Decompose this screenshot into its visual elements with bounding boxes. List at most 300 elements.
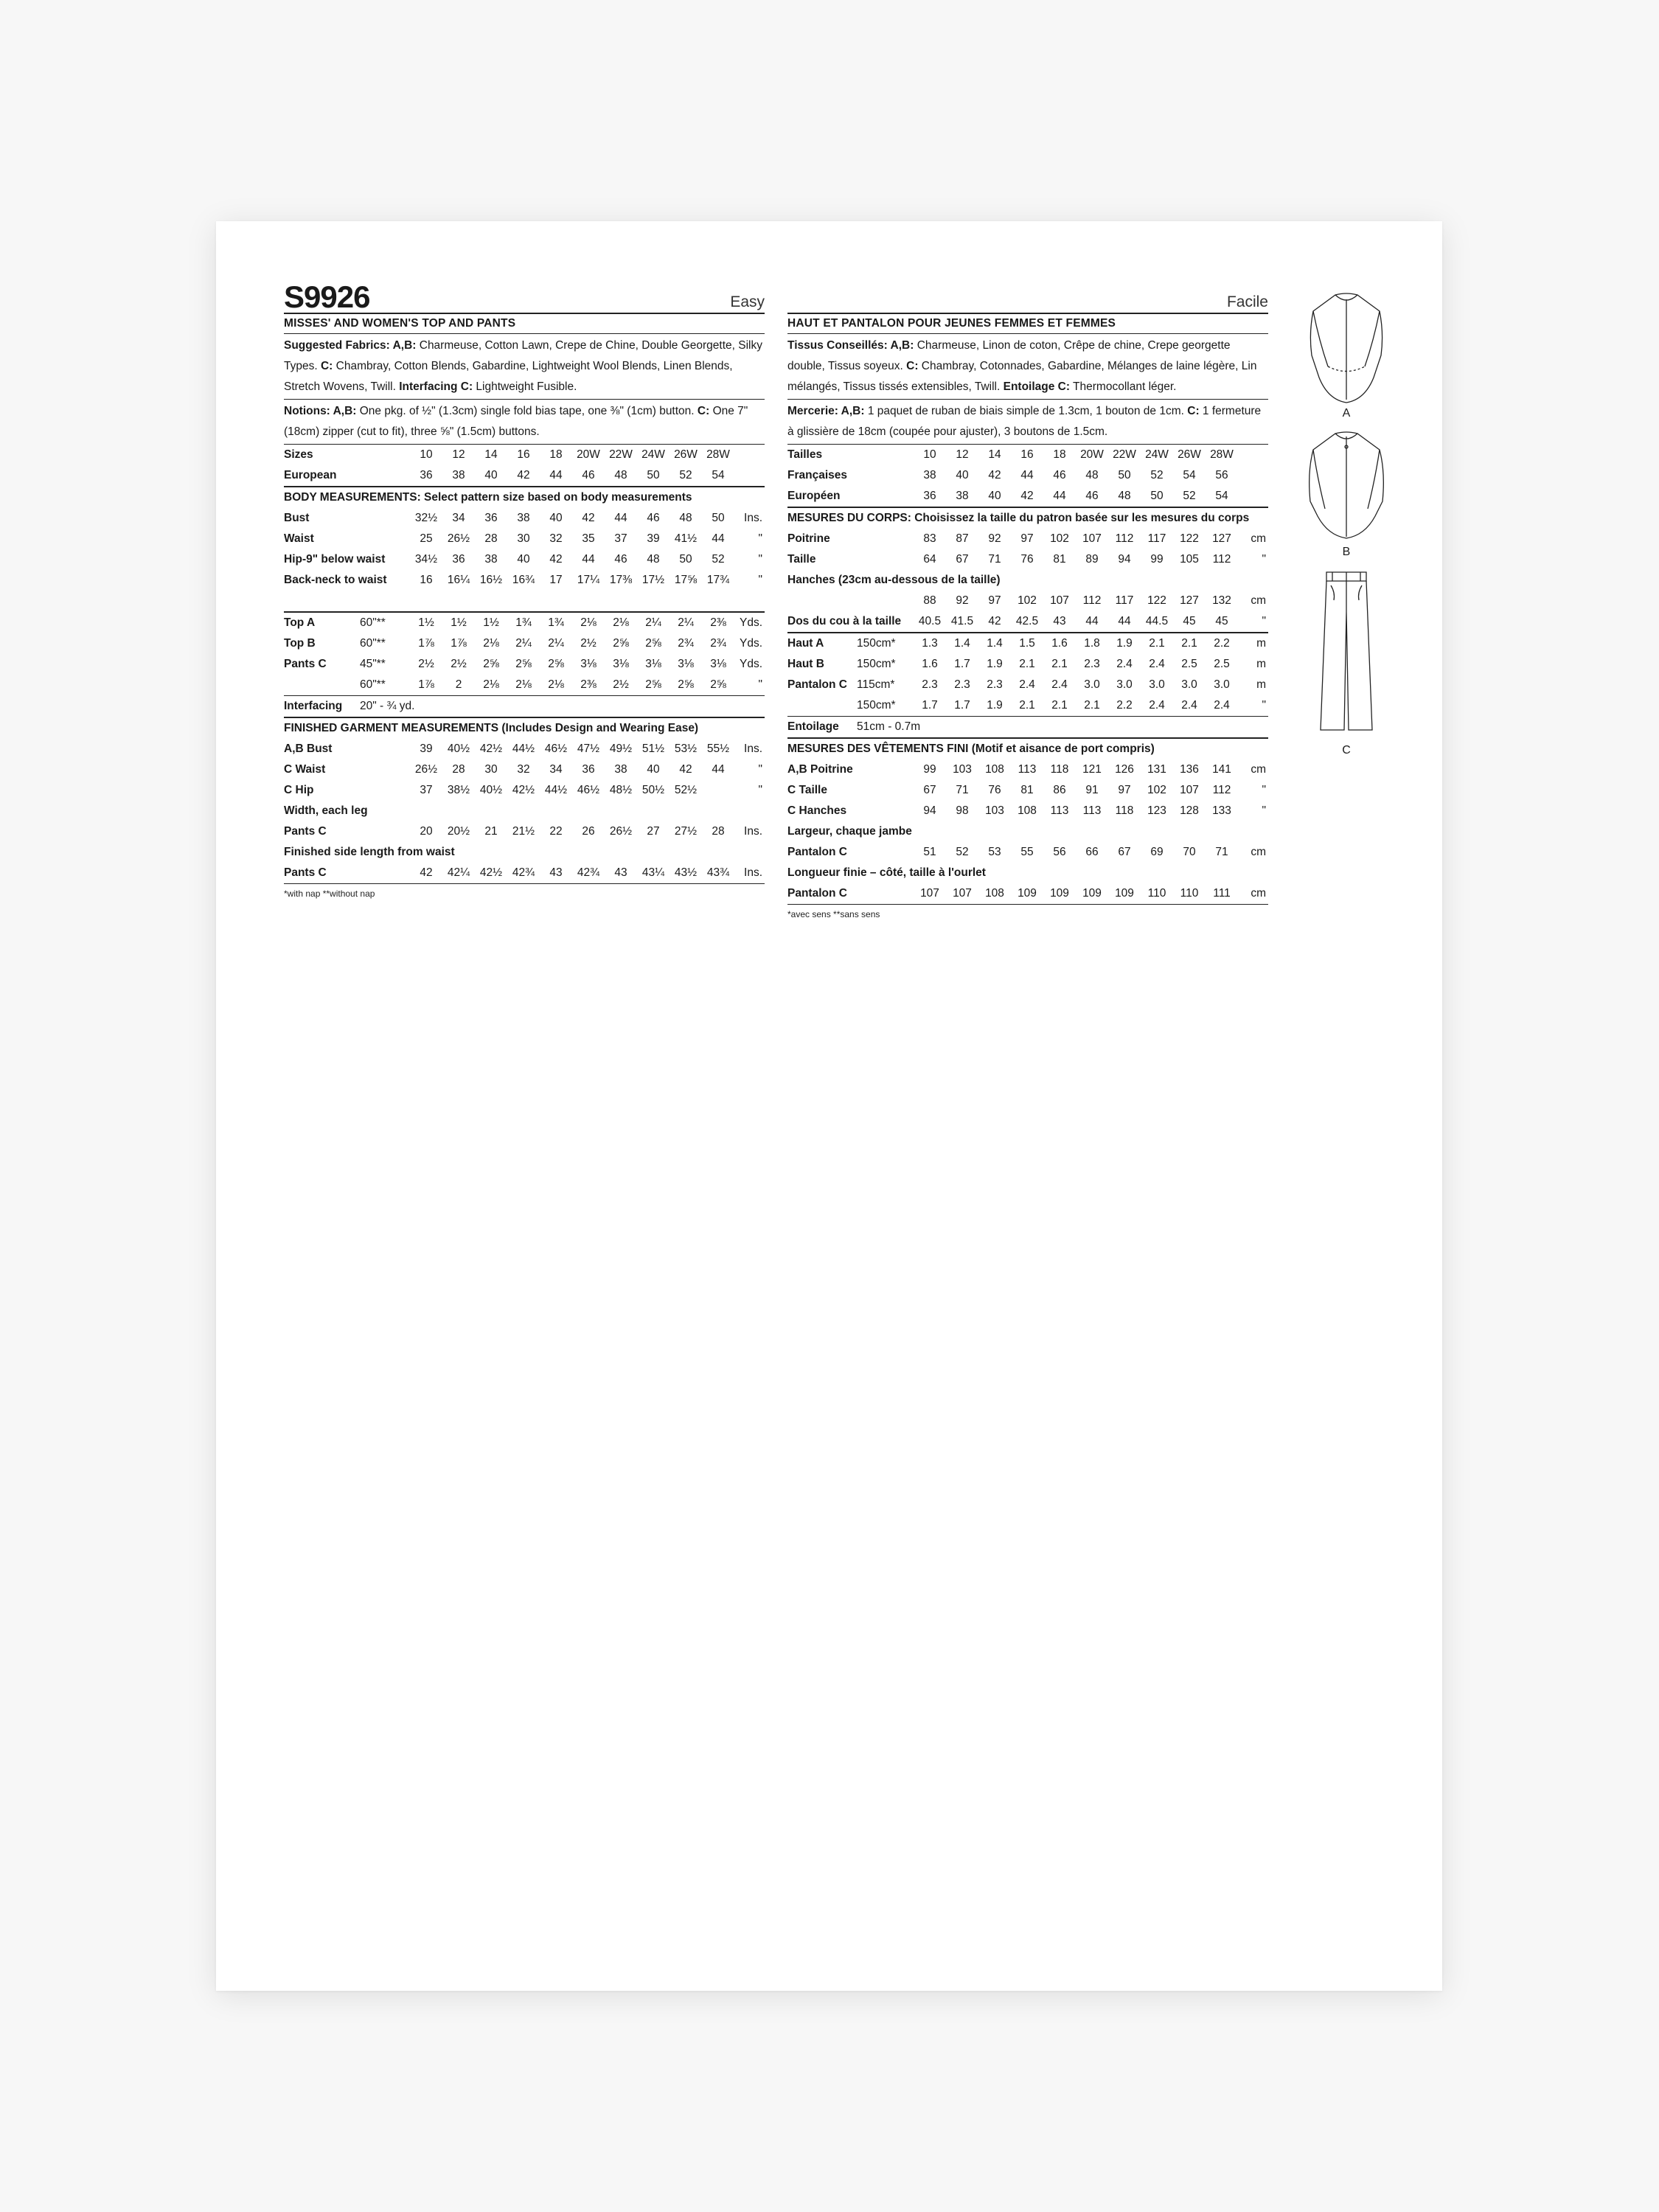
cell-value: 52 <box>679 469 692 481</box>
cell-value: 1¾ <box>548 616 564 629</box>
fabrics-label: Suggested Fabrics: A,B: <box>284 339 417 352</box>
cell-value: 1.9 <box>1116 637 1133 650</box>
table-row <box>787 465 1268 486</box>
cell-value: 46½ <box>544 742 568 755</box>
cell-value: 17¾ <box>706 574 730 586</box>
cell-value: 46 <box>1053 469 1066 481</box>
cell-value: 44.5 <box>1145 615 1169 627</box>
cell-value: 71 <box>956 784 969 796</box>
cell-value: 42 <box>988 615 1001 627</box>
fabrics-text: Charmeuse, Cotton Lawn, Crepe de Chine, Double Georgette, Silky Types. <box>284 339 762 372</box>
unit: Ins. <box>744 742 762 755</box>
cell-value: 2.1 <box>1051 658 1068 670</box>
cell-value: 83 <box>923 532 936 545</box>
row-label: Françaises <box>787 469 847 481</box>
cell-value: 2.1 <box>1149 637 1165 650</box>
section-heading: MESURES DU CORPS: Choisissez la taille du patron basée sur les mesures du corps <box>787 512 1250 524</box>
interfacing-line <box>787 717 1268 737</box>
back-neck-row <box>787 611 1268 632</box>
cell-value: 38 <box>614 763 627 776</box>
cell-value: 10 <box>420 448 433 461</box>
cell-value: 91 <box>1085 784 1099 796</box>
cell-value: 112 <box>1115 532 1134 545</box>
notions-text: 1 paquet de ruban de biais simple de 1.3cm, 1 bouton de 1cm. <box>864 405 1188 417</box>
cell-value: 35 <box>582 532 595 545</box>
unit: " <box>758 678 762 691</box>
cell-value: 1.7 <box>954 658 970 670</box>
row-label: Haut B <box>787 658 824 670</box>
cell-value: 97 <box>988 594 1001 607</box>
cell-value: 28W <box>706 448 730 461</box>
cell-value: 44 <box>712 532 725 545</box>
unit: Yds. <box>739 616 762 629</box>
row-label <box>787 591 914 611</box>
cell-value: 14 <box>484 448 498 461</box>
cell-value: 2.4 <box>1214 699 1230 712</box>
side-length-row <box>284 863 765 883</box>
cell-value: 1½ <box>483 616 499 629</box>
yardage-rows <box>284 613 765 695</box>
cell-value: 16¼ <box>447 574 470 586</box>
row-label: Sizes <box>284 448 313 461</box>
cell-value: 24W <box>1145 448 1169 461</box>
cell-value: 2⅛ <box>515 678 532 691</box>
unit: " <box>758 532 762 545</box>
cell-value: 26W <box>674 448 698 461</box>
cell-value: 103 <box>953 763 972 776</box>
cell-value: 2¾ <box>710 637 726 650</box>
cell-value: 53 <box>988 846 1001 858</box>
cell-value: 43½ <box>674 866 698 879</box>
cell-value: 128 <box>1180 804 1199 817</box>
unit: Ins. <box>744 866 762 879</box>
cell-value: 92 <box>988 532 1001 545</box>
cell-value: 53½ <box>674 742 698 755</box>
fabrics-c-text: Chambray, Cotton Blends, Gabardine, Lightweight Wool Blends, Linen Blends, Stretch Wovens, Twill. <box>284 360 733 393</box>
cell-value: 1.6 <box>1051 637 1068 650</box>
cell-value: 1.6 <box>922 658 938 670</box>
cell-value: 44½ <box>512 742 535 755</box>
notions-c-label: C: <box>1187 405 1200 417</box>
cell-value: 76 <box>988 784 1001 796</box>
cell-value: 55½ <box>706 742 730 755</box>
interfacing-row <box>284 696 765 718</box>
row-label: Haut A <box>787 637 824 650</box>
cell-value: 2¼ <box>515 637 532 650</box>
notions-c-label: C: <box>697 405 710 417</box>
row-label: C Hanches <box>787 804 847 817</box>
row-label <box>787 695 857 716</box>
cell-value: 18 <box>549 448 563 461</box>
cell-value: 113 <box>1082 804 1102 817</box>
row-label: Bust <box>284 512 310 524</box>
fabrics-c-text: Chambray, Cotonnades, Gabardine, Mélanges de laine légère, Lin mélangés, Tissus tissés extensibles, Twill. <box>787 360 1257 393</box>
row-label: Pants C <box>284 866 327 879</box>
unit: " <box>1262 784 1266 796</box>
notions <box>284 400 765 445</box>
cell-value: 44 <box>1085 615 1099 627</box>
cell-value: 103 <box>985 804 1004 817</box>
cell-value: 20W <box>1080 448 1104 461</box>
cell-value: 44 <box>549 469 563 481</box>
cell-value: 42 <box>679 763 692 776</box>
leg-width-heading: Width, each leg <box>284 804 368 817</box>
row-label: Dos du cou à la taille <box>787 615 902 627</box>
unit: " <box>758 574 762 586</box>
cell-value: 99 <box>1150 553 1164 566</box>
cell-value: 2¼ <box>548 637 564 650</box>
cell-value: 2⅝ <box>613 637 629 650</box>
fabric-width: 60"** <box>360 678 386 691</box>
cell-value: 113 <box>1050 804 1069 817</box>
cell-value: 97 <box>1020 532 1034 545</box>
hip-heading: Hanches (23cm au-dessous de la taille) <box>787 574 1001 586</box>
suggested-fabrics <box>284 334 765 400</box>
size-table <box>787 445 1268 508</box>
cell-value: 46 <box>614 553 627 566</box>
cell-value: 44 <box>1118 615 1131 627</box>
cell-value: 2.4 <box>1149 658 1165 670</box>
cell-value: 2⅝ <box>483 658 499 670</box>
cell-value: 40 <box>956 469 969 481</box>
cell-value: 2½ <box>613 678 629 691</box>
cell-value: 81 <box>1020 784 1034 796</box>
table-row <box>787 883 1268 904</box>
cell-value: 44 <box>614 512 627 524</box>
cell-value: 2.5 <box>1214 658 1230 670</box>
cell-value: 54 <box>1183 469 1196 481</box>
unit: cm <box>1251 532 1266 545</box>
cell-value: 2⅝ <box>645 637 661 650</box>
cell-value: 76 <box>1020 553 1034 566</box>
cell-value: 50 <box>647 469 660 481</box>
pants-c-drawing <box>1306 568 1387 737</box>
table-row <box>787 549 1268 570</box>
cell-value: 14 <box>988 448 1001 461</box>
cell-value: 38 <box>517 512 530 524</box>
cell-value: 28 <box>484 532 498 545</box>
cell-value: 48 <box>647 553 660 566</box>
cell-value: 43 <box>549 866 563 879</box>
cell-value: 3⅛ <box>645 658 661 670</box>
cell-value: 55 <box>1020 846 1034 858</box>
cell-value: 16 <box>517 448 530 461</box>
cell-value: 2.1 <box>1051 699 1068 712</box>
pattern-title: MISSES' AND WOMEN'S TOP AND PANTS <box>284 314 765 334</box>
cell-value: 2⅜ <box>580 678 597 691</box>
row-label: Top B <box>284 637 316 650</box>
cell-value: 12 <box>452 448 465 461</box>
cell-value: 48 <box>614 469 627 481</box>
cell-value: 17⅝ <box>674 574 698 586</box>
unit: " <box>1262 553 1266 566</box>
cell-value: 32½ <box>414 512 438 524</box>
table-row <box>284 465 765 486</box>
row-label: Tailles <box>787 448 823 461</box>
interfacing-text: Lightweight Fusible. <box>473 380 577 393</box>
cell-value: 1.7 <box>954 699 970 712</box>
cell-value: 2⅛ <box>483 678 499 691</box>
unit: " <box>758 763 762 776</box>
cell-value: 44 <box>1053 490 1066 502</box>
cell-value: 117 <box>1115 594 1134 607</box>
cell-value: 71 <box>1215 846 1228 858</box>
suggested-fabrics <box>787 334 1268 400</box>
table-row <box>787 759 1268 780</box>
cell-value: 1.9 <box>987 658 1003 670</box>
cell-value: 99 <box>923 763 936 776</box>
difficulty-level: Facile <box>1226 293 1268 310</box>
cell-value: 2¾ <box>678 637 694 650</box>
cell-value: 50½ <box>641 784 665 796</box>
cell-value: 42 <box>988 469 1001 481</box>
section-heading: MESURES DES VÊTEMENTS FINI (Motif et aisance de port compris) <box>787 742 1155 755</box>
pattern-code: S9926 <box>284 279 370 314</box>
cell-value: 40½ <box>447 742 470 755</box>
cell-value: 40 <box>484 469 498 481</box>
row-label: Interfacing <box>284 700 343 712</box>
cell-value: 12 <box>956 448 969 461</box>
row-label: C Hip <box>284 784 314 796</box>
header <box>284 279 765 314</box>
cell-value: 107 <box>920 887 939 900</box>
cell-value: 56 <box>1215 469 1228 481</box>
cell-value: 113 <box>1018 763 1037 776</box>
cell-value: 22 <box>549 825 563 838</box>
row-label: Pants C <box>284 658 327 670</box>
notions-c-text: 1 fermeture à glissière de 18cm (coupée pour ajuster), 3 boutons de 1.5cm. <box>787 405 1262 438</box>
table-row <box>284 633 765 654</box>
pattern-title: HAUT ET PANTALON POUR JEUNES FEMMES ET FEMMES <box>787 314 1268 334</box>
cell-value: 107 <box>953 887 972 900</box>
unit: cm <box>1251 763 1266 776</box>
cell-value: 112 <box>1212 784 1231 796</box>
cell-value: 2⅜ <box>710 616 726 629</box>
cell-value: 2 <box>455 678 462 691</box>
cell-value: 26W <box>1178 448 1201 461</box>
cell-value: 126 <box>1115 763 1134 776</box>
top-a-drawing <box>1306 289 1387 407</box>
cell-value: 141 <box>1212 763 1231 776</box>
cell-value: 36 <box>420 469 433 481</box>
cell-value: 40 <box>988 490 1001 502</box>
cell-value: 2¼ <box>645 616 661 629</box>
cell-value: 94 <box>1118 553 1131 566</box>
cell-value: 92 <box>956 594 969 607</box>
cell-value: 42 <box>420 866 433 879</box>
cell-value: 28W <box>1210 448 1234 461</box>
row-label: A,B Poitrine <box>787 763 853 776</box>
cell-value: 16 <box>420 574 433 586</box>
cell-value: 2½ <box>451 658 467 670</box>
cell-value: 45 <box>1183 615 1196 627</box>
cell-value: 34 <box>452 512 465 524</box>
cell-value: 38 <box>923 469 936 481</box>
fabrics-text: Charmeuse, Linon de coton, Crêpe de chine, Crepe georgette double, Tissus soyeux. <box>787 339 1231 372</box>
cell-value: 133 <box>1212 804 1231 817</box>
cell-value: 36 <box>484 512 498 524</box>
cell-value: 39 <box>647 532 660 545</box>
cell-value: 1¾ <box>515 616 532 629</box>
finished-measurements <box>787 739 1268 905</box>
cell-value: 50 <box>1118 469 1131 481</box>
cell-value: 2⅝ <box>645 678 661 691</box>
interfacing-row <box>787 717 1268 739</box>
difficulty-level: Easy <box>730 293 765 310</box>
side-length-heading: Longueur finie – côté, taille à l'ourlet <box>787 866 986 879</box>
cell-value: 70 <box>1183 846 1196 858</box>
cell-value: 102 <box>1147 784 1166 796</box>
interfacing-text: Thermocollant léger. <box>1070 380 1177 393</box>
cell-value: 42½ <box>512 784 535 796</box>
cell-value: 110 <box>1147 887 1166 900</box>
cell-value: 109 <box>1018 887 1037 900</box>
footnote: *avec sens **sans sens <box>787 909 880 919</box>
cell-value: 54 <box>712 469 725 481</box>
cell-value: 40.5 <box>918 615 942 627</box>
table-row <box>284 654 765 675</box>
cell-value: 118 <box>1050 763 1069 776</box>
unit: cm <box>1251 594 1266 607</box>
cell-value: 102 <box>1050 532 1069 545</box>
english-column <box>284 279 765 903</box>
cell-value: 28 <box>452 763 465 776</box>
cell-value: 67 <box>956 553 969 566</box>
cell-value: 2⅝ <box>515 658 532 670</box>
cell-value: 16¾ <box>512 574 535 586</box>
cell-value: 32 <box>517 763 530 776</box>
table-row <box>787 611 1268 632</box>
cell-value: 3.0 <box>1084 678 1100 691</box>
cell-value: 42 <box>517 469 530 481</box>
cell-value: 16 <box>1020 448 1034 461</box>
cell-value: 111 <box>1213 887 1231 900</box>
cell-value: 45 <box>1215 615 1228 627</box>
cell-value: 136 <box>1180 763 1199 776</box>
yardage-table <box>787 633 1268 717</box>
cell-value: 42 <box>1020 490 1034 502</box>
cell-value: 28 <box>712 825 725 838</box>
cell-value: 46 <box>647 512 660 524</box>
row-label: A,B Bust <box>284 742 333 755</box>
cell-value: 131 <box>1147 763 1166 776</box>
cell-value: 109 <box>1050 887 1069 900</box>
cell-value: 67 <box>1118 846 1131 858</box>
cell-value: 1⅞ <box>451 637 467 650</box>
cell-value: 108 <box>985 887 1004 900</box>
cell-value: 2⅝ <box>710 678 726 691</box>
cell-value: 52 <box>712 553 725 566</box>
unit: Yds. <box>739 658 762 670</box>
cell-value: 43 <box>1053 615 1066 627</box>
pattern-envelope-back <box>216 221 1442 1991</box>
interfacing-label: Interfacing C: <box>399 380 473 393</box>
cell-value: 123 <box>1147 804 1166 817</box>
cell-value: 46 <box>582 469 595 481</box>
cell-value: 1⅞ <box>418 678 434 691</box>
fabric-width: 115cm* <box>857 678 895 691</box>
fabric-width: 45"** <box>360 658 386 670</box>
row-label: C Taille <box>787 784 827 796</box>
cell-value: 44 <box>712 763 725 776</box>
cell-value: 43 <box>614 866 627 879</box>
unit: " <box>758 553 762 566</box>
row-label: Poitrine <box>787 532 830 545</box>
cell-value: 41.5 <box>950 615 974 627</box>
table-row <box>787 654 1268 675</box>
cell-value: 1.4 <box>954 637 970 650</box>
unit: m <box>1256 678 1266 691</box>
cell-value: 41½ <box>674 532 698 545</box>
cell-value: 2.3 <box>922 678 938 691</box>
cell-value: 48½ <box>609 784 633 796</box>
side-length-heading: Finished side length from waist <box>284 846 455 858</box>
body-measurements <box>787 508 1268 633</box>
row-label: Pantalon C <box>787 846 847 858</box>
unit: " <box>1262 804 1266 817</box>
table-row <box>787 591 1268 611</box>
unit: Ins. <box>744 825 762 838</box>
cell-value: 54 <box>1215 490 1228 502</box>
cell-value: 2⅛ <box>613 616 629 629</box>
cell-value: 2.1 <box>1084 699 1100 712</box>
table-row <box>284 739 765 759</box>
fabrics-label: Tissus Conseillés: A,B: <box>787 339 914 352</box>
cell-value: 3⅛ <box>613 658 629 670</box>
table-row <box>284 675 765 695</box>
cell-value: 52½ <box>674 784 698 796</box>
leg-width-row <box>284 821 765 842</box>
unit: " <box>758 784 762 796</box>
cell-value: 37 <box>614 532 627 545</box>
cell-value: 89 <box>1085 553 1099 566</box>
table-row <box>284 821 765 842</box>
cell-value: 3⅛ <box>710 658 726 670</box>
row-label: Top A <box>284 616 316 629</box>
cell-value: 38 <box>484 553 498 566</box>
cell-value: 127 <box>1212 532 1231 545</box>
cell-value: 40 <box>549 512 563 524</box>
cell-value: 44 <box>582 553 595 566</box>
yardage-table <box>284 613 765 696</box>
cell-value: 2.3 <box>954 678 970 691</box>
cell-value: 38 <box>452 469 465 481</box>
cell-value: 87 <box>956 532 969 545</box>
table-row <box>787 801 1268 821</box>
cell-value: 107 <box>1180 784 1199 796</box>
cell-value: 97 <box>1118 784 1131 796</box>
cell-value: 69 <box>1150 846 1164 858</box>
table-row <box>284 613 765 633</box>
cell-value: 2.2 <box>1214 637 1230 650</box>
unit: " <box>1262 699 1266 712</box>
interfacing-label: Entoilage C: <box>1003 380 1071 393</box>
footnote: *with nap **without nap <box>284 888 375 899</box>
table-row <box>284 570 765 591</box>
section-heading: FINISHED GARMENT MEASUREMENTS (Includes Design and Wearing Ease) <box>284 722 699 734</box>
cell-value: 36 <box>452 553 465 566</box>
cell-value: 26 <box>582 825 595 838</box>
cell-value: 2⅝ <box>548 658 564 670</box>
cell-value: 20W <box>577 448 600 461</box>
cell-value: 26½ <box>447 532 470 545</box>
cell-value: 34½ <box>414 553 438 566</box>
cell-value: 42 <box>549 553 563 566</box>
cell-value: 1.8 <box>1084 637 1100 650</box>
cell-value: 56 <box>1053 846 1066 858</box>
cell-value: 71 <box>988 553 1001 566</box>
cell-value: 21 <box>484 825 498 838</box>
